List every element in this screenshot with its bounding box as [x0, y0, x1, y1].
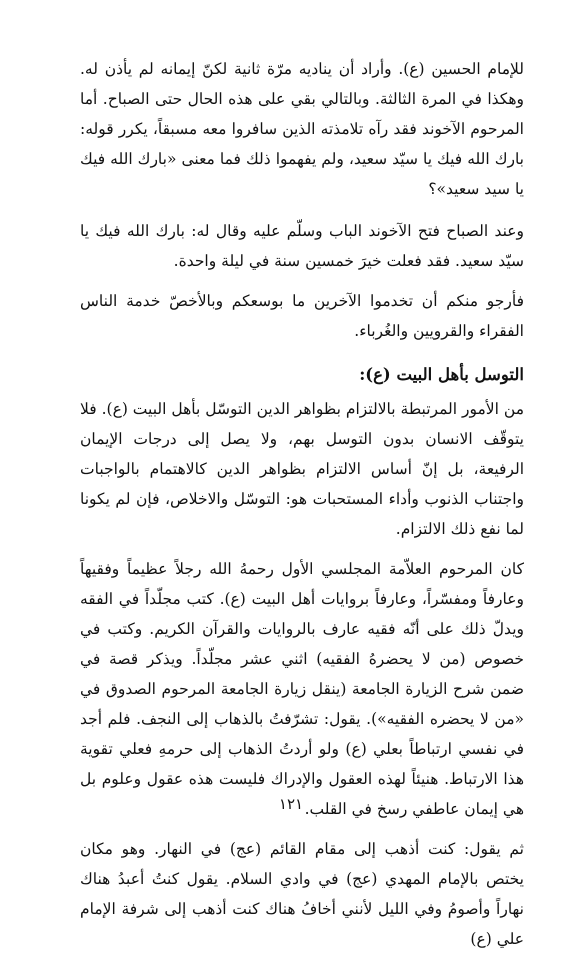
paragraph-3: فأرجو منكم أن تخدموا الآخرين ما بوسعكم وبالأخصّ خدمة الناس الفقراء والقرويين والغُرباء. [80, 292, 524, 340]
page-body [80, 54, 524, 954]
page-number: ١٢١ [278, 795, 304, 813]
paragraph-1: للإمام الحسين (ع). وأراد أن يناديه مرّة ثانية لكنّ إيمانه لم يأذن له. وهكذا في المرة الثالثة. وبالتالي بقي على هذه الحال حتى الصباح. أما المرحوم الآخوند فقد رآه تلامذته الذين سافروا معه مسبقاً، يكرر قوله: بارك الله فيك يا سيّد سعيد، ولم يفهموا ذلك فما معنى «بارك الله فيك يا سيد سعيد»؟ [80, 60, 524, 198]
section-heading: التوسل بأهل البيت (ع): [359, 365, 524, 384]
paragraph-6: ثم يقول: كنت أذهب إلى مقام القائم (عج) في النهار. وهو مكان يختص بالإمام المهدي (عج) في وادي السلام. يقول كنتُ أعبدُ هناك نهاراً وأصومُ وفي الليل لأنني أخافُ هناك كنت أذهب إلى شرفة الإمام علي (ع) [80, 840, 524, 948]
paragraph-2: وعند الصباح فتح الآخوند الباب وسلّم عليه وقال له: بارك الله فيك يا سيّد سعيد. فقد فعلت خيرَ خمسين سنة في ليلة واحدة. [80, 222, 524, 270]
paragraph-4: من الأمور المرتبطة بالالتزام بظواهر الدين التوسّل بأهل البيت (ع). فلا يتوقّف الانسان بدون التوسل بهم، ولا يصل إلى درجات الإيمان الرفيعة، بل إنّ أساس الالتزام بظواهر الدين كالاهتمام بالواجبات واجتناب الذنوب وأداء المستحبات هو: التوسّل والاخلاص، فإن لم يكونا لما نفع ذلك الالتزام. [80, 400, 524, 538]
paragraph-5: كان المرحوم العلاّمة المجلسي الأول رحمهُ الله رجلاً عظيماً وفقيهاً وعارفاً ومفسّراً، وعارفاً بروايات أهل البيت (ع). كتب مجلّداً في الفقه ويدلّ ذلك على أنّه فقيه عارف بالروايات والقرآن الكريم. وكتب في خصوص (من لا يحضرهُ الفقيه) اثني عشر مجلّداً. ويذكر قصة في ضمن شرح الزيارة الجامعة (ينقل زيارة الجامعة المرحوم الصدوق في «من لا يحضره الفقيه»). يقول: تشرّفتُ بالذهاب إلى النجف. فلم أجد في نفسي ارتباطاً بعلي (ع) ولو أردتُ الذهاب إلى حرمهِ فعلي تقوية هذا الارتباط. هنيئاً لهذه العقول والإدراك فليست هذه عقول وعلوم بل هي إيمان عاطفي رسخ في القلب. [80, 560, 524, 818]
